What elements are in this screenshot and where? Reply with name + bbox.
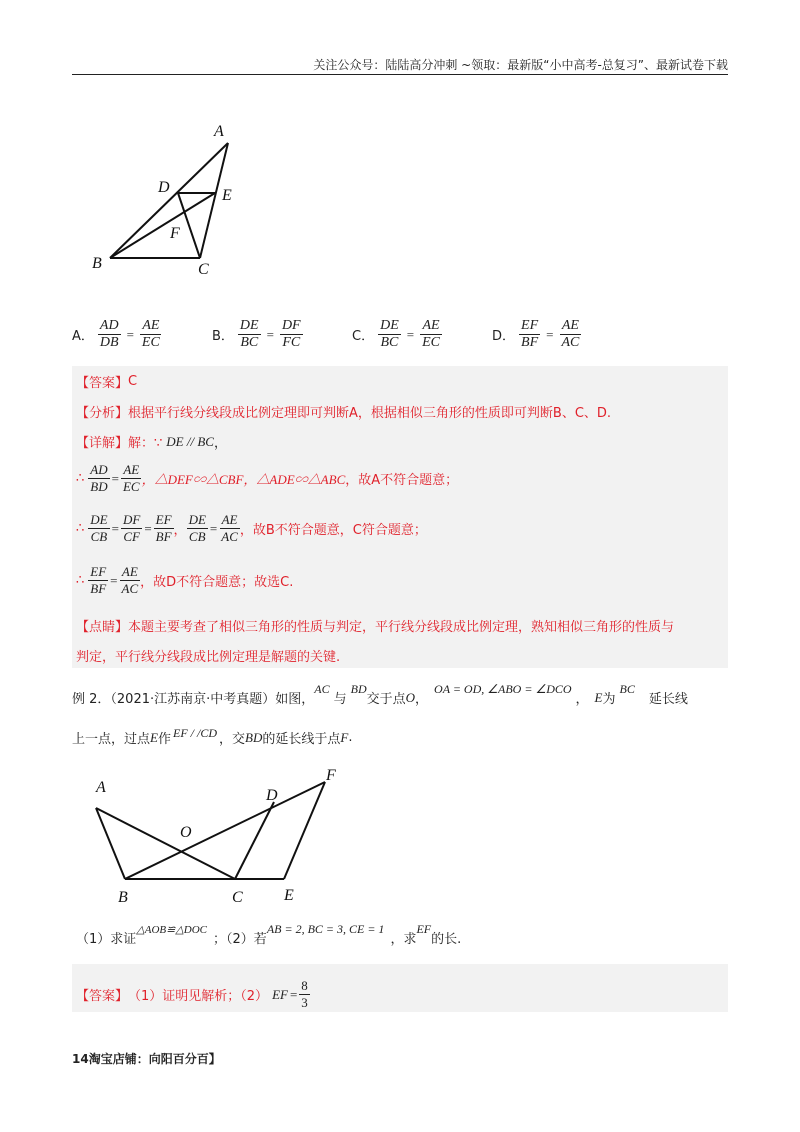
label-E: E (222, 187, 232, 204)
label-D: D (158, 179, 170, 196)
answer-2-line: 【答案】 （1）证明见解析；（2） EF = $\frac{8}{3}$ (76, 978, 308, 1010)
option-a[interactable]: A． $\frac{AD}{DB}$ = $\frac{AE}{EC}$ (72, 318, 160, 350)
footer-text: 淘宝店铺：向阳百分百】 (88, 1052, 221, 1066)
header-divider (72, 74, 728, 75)
question-line: （1）求证 △AOB≌△DOC ；（2）若 AB = 2, BC = 3, CE = 1 ，求 EF 的长. (76, 922, 462, 947)
analysis-line: 【分析】 根据平行线分线段成比例定理即可判断A，根据相似三角形的性质即可判断B、C、D. (76, 406, 612, 421)
detail-step-2: ∴ $\frac{DE}{CB}$ = $\frac{DF}{CF}$ = $\frac{EF}{BF}$ ， $\frac{DE}{CB}$ = $\frac{AE}{AC}$ ，故B不符合题意，C符合题意； (76, 512, 427, 544)
detail-step-3: ∴ $\frac{EF}{BF}$ = $\frac{AE}{AC}$ ，故D不符合题意；故选C. (76, 564, 294, 596)
label-D: D (266, 787, 278, 804)
fraction: $\frac{AE}{EC}$ (422, 318, 440, 350)
option-letter: D． (492, 329, 516, 344)
fraction: $\frac{DE}{BC}$ (239, 318, 259, 350)
label-C: C (232, 889, 243, 906)
option-d[interactable]: D． $\frac{EF}{BF}$ = $\frac{AE}{AC}$ (492, 318, 580, 350)
option-letter: B． (212, 329, 234, 344)
detail-line: 【详解】 解：∵ DE // BC ， (76, 433, 227, 451)
answer-line: 【答案】 C (76, 374, 138, 391)
label-A: A (214, 123, 224, 140)
fraction: $\frac{AE}{EC}$ (141, 318, 160, 350)
page-number: 14 (72, 1052, 89, 1066)
detail-step-1: ∴ $\frac{AD}{BD}$ = $\frac{AE}{EC}$ ，△DEF∽△CBF，△ADE∽△ABC ，故A不符合题意； (76, 462, 459, 494)
triangle-figure-1 (88, 118, 248, 278)
option-letter: A． (72, 329, 94, 344)
label-O: O (180, 824, 192, 841)
geometry-figure-2 (88, 762, 348, 912)
page-header: 关注公众号：陆陆高分冲刺 ~领取：最新版“小中高考-总复习”、最新试卷下载 (313, 58, 728, 72)
label-B: B (92, 255, 102, 272)
fraction: $\frac{DE}{BC}$ (380, 318, 399, 350)
comment-line-1: 【点睛】 本题主要考查了相似三角形的性质与判定，平行线分线段成比例定理，熟知相似三角形的性质与 (76, 620, 675, 635)
comment-line-2: 判定，平行线分线段成比例定理是解题的关键. (76, 650, 341, 665)
page-footer (72, 1050, 221, 1067)
fraction: $\frac{AE}{AC}$ (561, 318, 580, 350)
example-2-line-1: 例 2．（2021·江苏南京·中考真题）如图， AC 与 BD 交于点 O ， OA = OD, ∠ABO = ∠DCO ， E 为 BC 延长线 (72, 682, 688, 707)
option-letter: C． (352, 329, 375, 344)
fraction: $\frac{AD}{DB}$ (99, 318, 119, 350)
example-2-line-2: 上一点，过点 E 作 EF / /CD ，交 BD 的延长线于点 F . (72, 726, 353, 747)
label-F: F (326, 767, 336, 784)
label-B: B (118, 889, 128, 906)
label-C: C (198, 261, 209, 278)
option-b[interactable]: B． $\frac{DE}{BC}$ = $\frac{DF}{FC}$ (212, 318, 301, 350)
option-c[interactable]: C． $\frac{DE}{BC}$ = $\frac{AE}{EC}$ (352, 318, 440, 350)
label-A: A (96, 779, 106, 796)
fraction: $\frac{EF}{BF}$ (521, 318, 539, 350)
fraction: $\frac{DF}{FC}$ (281, 318, 301, 350)
label-F: F (170, 225, 180, 242)
label-E: E (284, 887, 294, 904)
